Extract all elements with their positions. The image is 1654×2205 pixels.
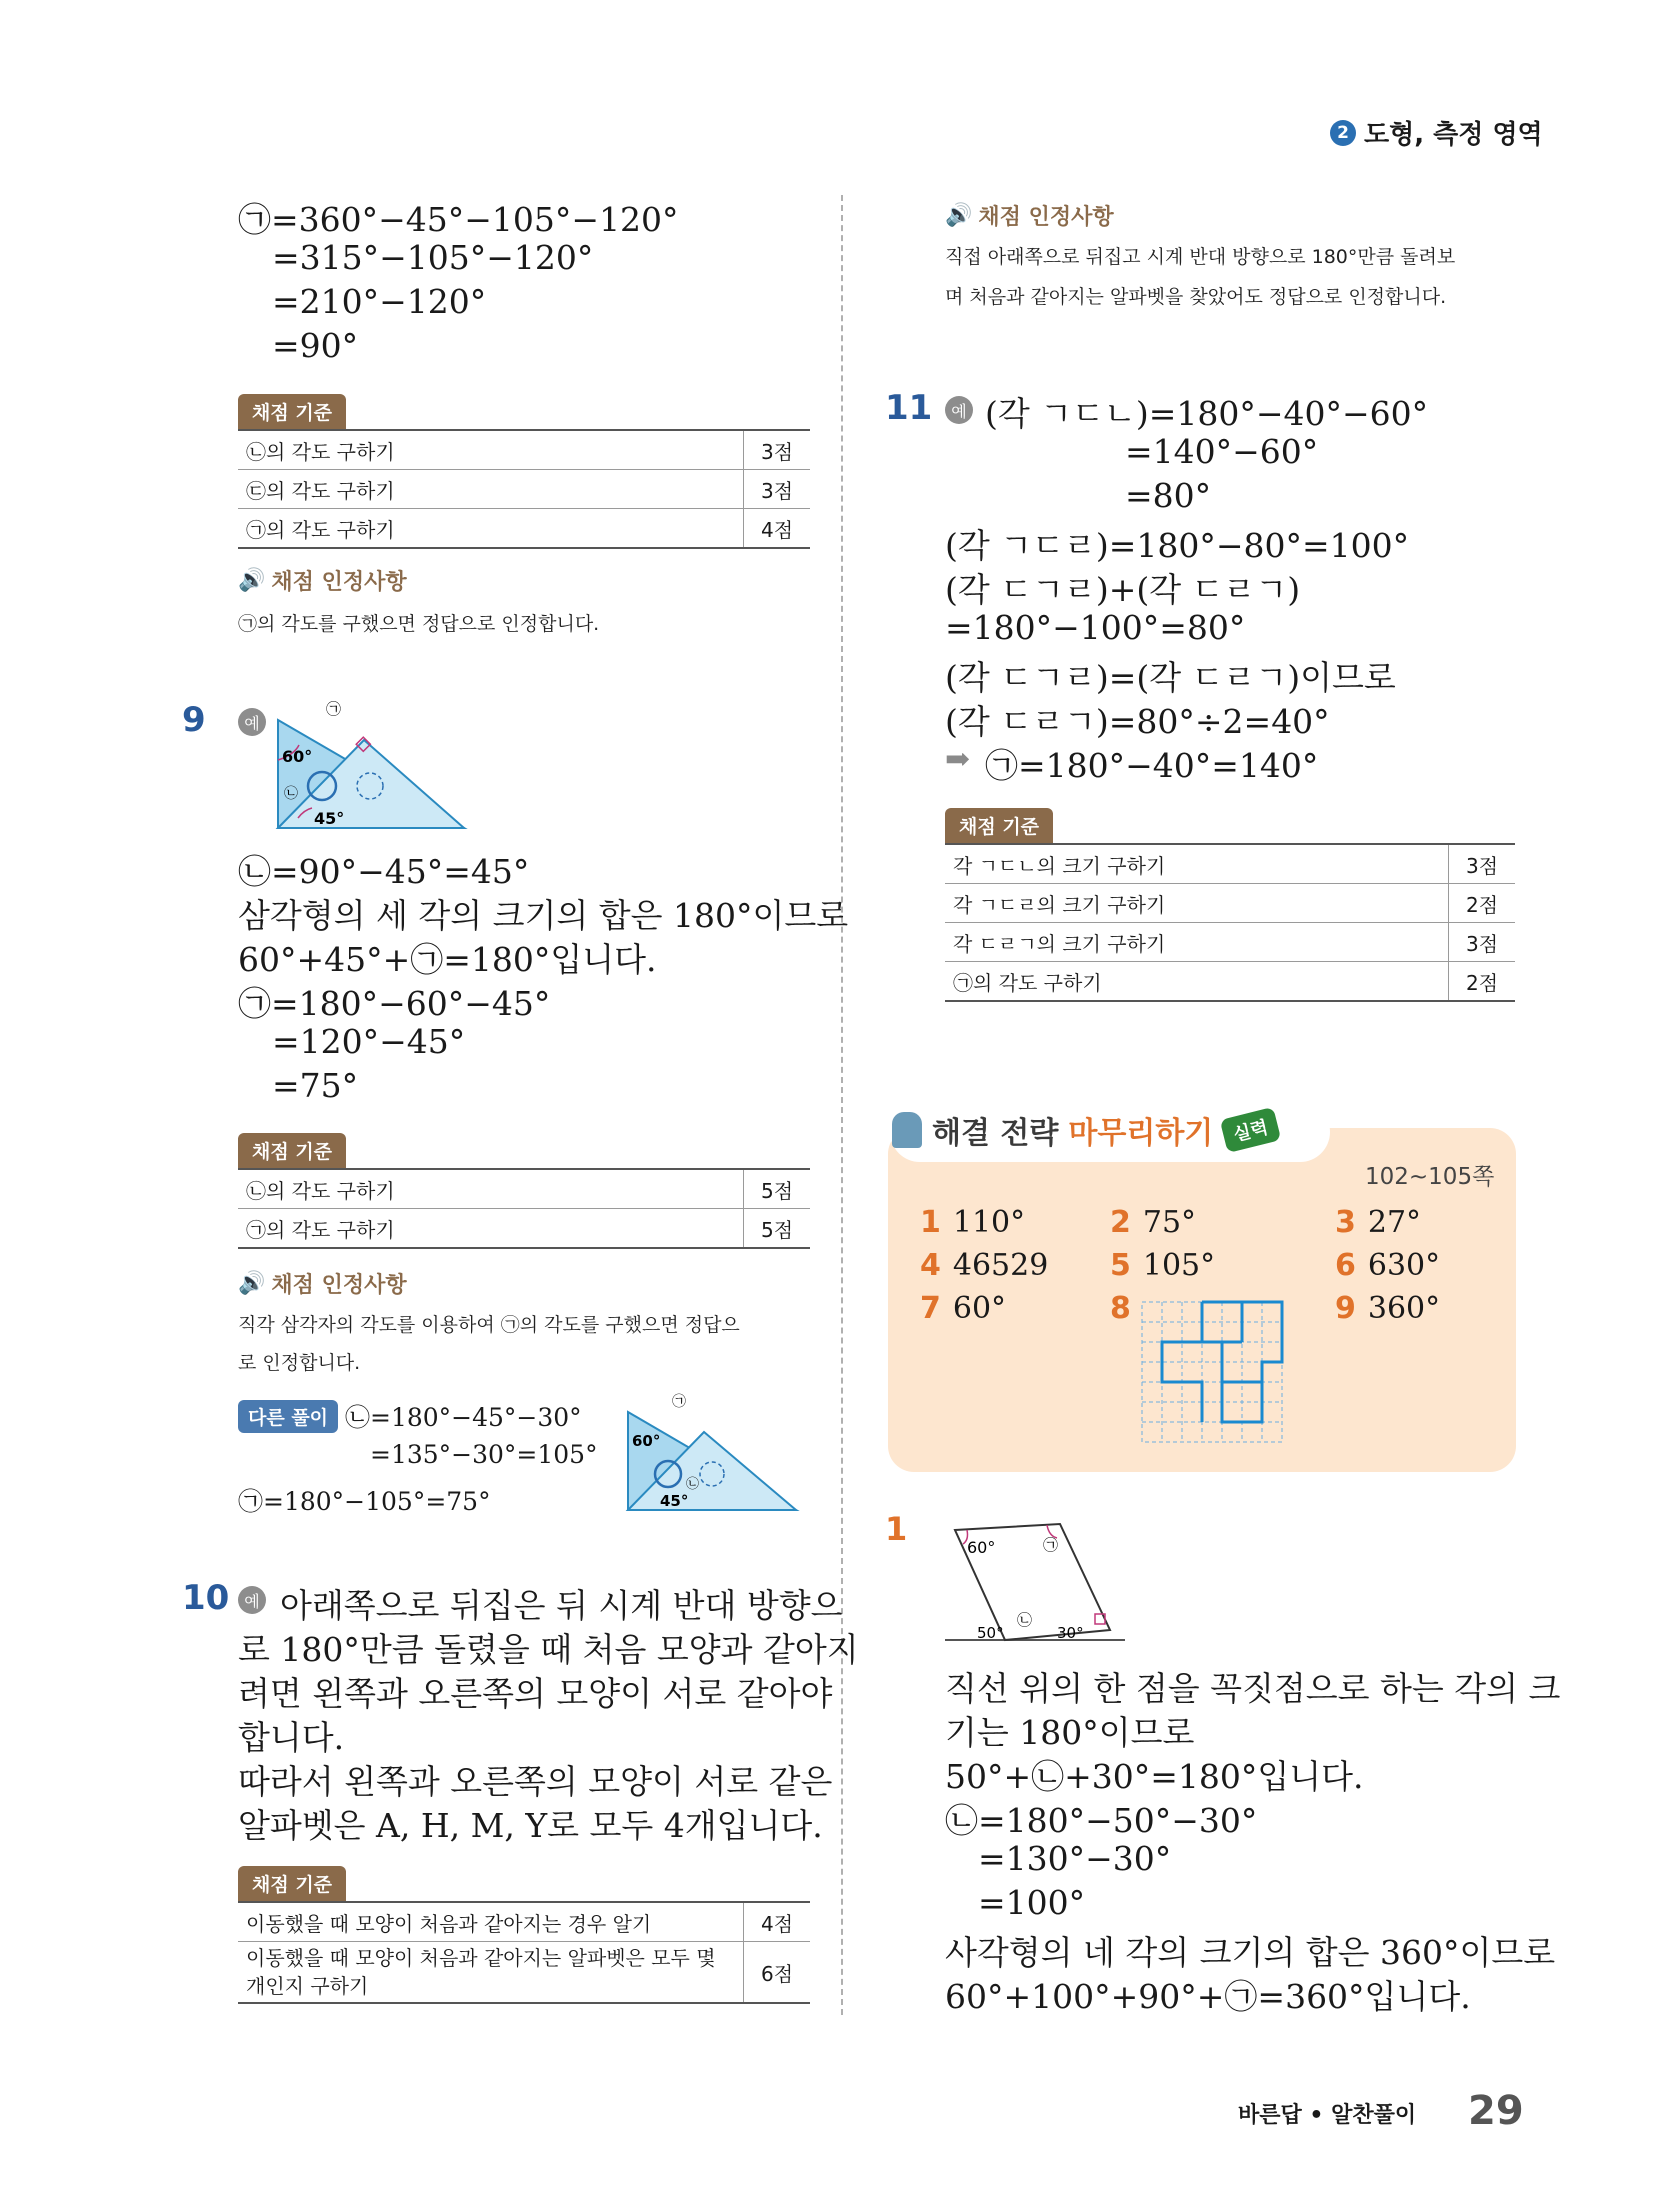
criteria-task: 각 ㄷㄹㄱ의 크기 구하기 (945, 923, 1449, 962)
text-line: 로 180°만큼 돌렸을 때 처음 모양과 같아지 (238, 1630, 859, 1669)
criteria-points: 4점 (744, 1902, 811, 1942)
figure-label-c: ㉡ (686, 1477, 700, 1492)
recognition-text: 직각 삼각자의 각도를 이용하여 ㉠의 각도를 구했으면 정답으 (238, 1314, 740, 1336)
figure-label-d: 45° (314, 809, 345, 828)
table-row (945, 962, 1515, 1002)
grid-answer-figure (1140, 1300, 1288, 1448)
table-row (945, 884, 1515, 923)
text-line: 아래쪽으로 뒤집은 뒤 시계 반대 방향으 (280, 1586, 843, 1625)
answer-item: 2 75° (1110, 1205, 1197, 1240)
criteria-block (238, 1866, 810, 2004)
math-line: ㉠=180°−60°−45° (238, 984, 551, 1023)
answer-item: 9 360° (1335, 1291, 1441, 1326)
speaker-icon: 🔊 (238, 1271, 266, 1296)
criteria-task: ㉠의 각도 구하기 (238, 509, 744, 549)
section-number-badge: 2 (1330, 120, 1356, 146)
footer-text: 바른답 • 알찬풀이 (1238, 2103, 1417, 2128)
speaker-icon: 🔊 (238, 568, 266, 593)
quadrilateral-figure (945, 1510, 1125, 1655)
text-line: 합니다. (238, 1718, 345, 1757)
criteria-block (945, 808, 1515, 1002)
figure-label-d: 45° (660, 1492, 689, 1510)
math-line: (각 ㄷㄱㄹ)+(각 ㄷㄹㄱ) (945, 570, 1301, 609)
criteria-table (238, 1168, 810, 1249)
table-row (238, 509, 810, 549)
math-line: ㉡=90°−45°=45° (238, 852, 530, 891)
solution-number: 1 (885, 1510, 908, 1548)
math-line: =120°−45° (272, 1022, 466, 1061)
table-row (238, 430, 810, 470)
table-row (945, 844, 1515, 884)
criteria-points: 5점 (744, 1209, 811, 1249)
math-line: (각 ㄷㄱㄹ)=(각 ㄷㄹㄱ)이므로 (945, 658, 1396, 697)
criteria-points: 4점 (744, 509, 811, 549)
criteria-label: 채점 기준 (238, 1866, 346, 1901)
criteria-task: 이동했을 때 모양이 처음과 같아지는 알파벳은 모두 몇 개인지 구하기 (238, 1942, 744, 2004)
recognition-title: 🔊 채점 인정사항 (238, 568, 407, 595)
math-line: 삼각형의 세 각의 크기의 합은 180°이므로 (238, 896, 849, 935)
criteria-label: 채점 기준 (238, 394, 346, 429)
alt-line: ㉡=180°−45°−30° (345, 1403, 582, 1432)
criteria-label: 채점 기준 (945, 808, 1053, 843)
criteria-task: ㉡의 각도 구하기 (238, 430, 744, 470)
answer-item: 6 630° (1335, 1248, 1441, 1283)
criteria-points: 3점 (744, 430, 811, 470)
problem-number: 11 (885, 388, 933, 428)
criteria-table (238, 429, 810, 549)
math-line: =210°−120° (272, 282, 487, 321)
math-line: ㉠=180°−40°=140° (985, 746, 1319, 785)
recognition-text: 로 인정합니다. (238, 1352, 361, 1374)
section-title: 도형, 측정 영역 (1364, 120, 1543, 150)
example-badge: 예 (238, 708, 266, 736)
alt-line: =135°−30°=105° (370, 1440, 598, 1469)
figure-label-c: ㉡ (284, 786, 298, 802)
alt-line: ㉠=180°−105°=75° (238, 1487, 491, 1516)
section-header (1330, 114, 1543, 151)
table-row (945, 923, 1515, 962)
arrow-icon: ➡ (945, 742, 971, 777)
criteria-points: 3점 (1449, 844, 1516, 884)
answer-item: 4 46529 (920, 1248, 1049, 1283)
speaker-icon: 🔊 (945, 203, 973, 228)
math-line: 60°+45°+㉠=180°입니다. (238, 940, 657, 979)
table-row (238, 1902, 810, 1942)
recognition-title: 🔊 채점 인정사항 (238, 1271, 407, 1298)
table-row (238, 1942, 810, 2004)
math-line: =180°−100°=80° (945, 608, 1246, 647)
alt-triangle-figure (624, 1392, 804, 1518)
criteria-task: ㉠의 각도 구하기 (945, 962, 1449, 1002)
text-line: 려면 왼쪽과 오른쪽의 모양이 서로 같아야 (238, 1674, 833, 1713)
figure-label-b: ㉠ (1043, 1536, 1059, 1554)
figure-label-a: 60° (967, 1538, 996, 1557)
summary-title: 해결 전략 마무리하기 실력 (892, 1108, 1278, 1152)
text-line: 60°+100°+90°+㉠=360°입니다. (945, 1977, 1471, 2016)
criteria-task: ㉠의 각도 구하기 (238, 1209, 744, 1249)
math-line: (각 ㄱㄷㄴ)=180°−40°−60° (985, 394, 1429, 433)
column-divider (841, 195, 843, 2015)
problem-number: 10 (182, 1578, 230, 1618)
figure-label-b: 60° (282, 747, 313, 766)
criteria-points: 5점 (744, 1169, 811, 1209)
math-line: =75° (272, 1066, 359, 1105)
recognition-text: 직접 아래쪽으로 뒤집고 시계 반대 방향으로 180°만큼 돌려보 (945, 246, 1456, 268)
text-line: 기는 180°이므로 (945, 1713, 1195, 1752)
text-line: 따라서 왼쪽과 오른쪽의 모양이 서로 같은 (238, 1762, 833, 1801)
answer-item: 5 105° (1110, 1248, 1216, 1283)
triangle-figure (274, 700, 474, 835)
figure-label-a: ㉠ (672, 1394, 686, 1410)
figure-label-e: 30° (1057, 1624, 1084, 1642)
page-number: 29 (1468, 2088, 1524, 2134)
table-row (238, 1169, 810, 1209)
level-badge: 실력 (1220, 1107, 1281, 1153)
text-line: 직선 위의 한 점을 꼭짓점으로 하는 각의 크 (945, 1669, 1561, 1708)
figure-label-b: 60° (632, 1432, 661, 1450)
table-row (238, 1209, 810, 1249)
criteria-table (945, 843, 1515, 1002)
figure-label-d: 50° (977, 1624, 1004, 1642)
answer-item: 7 60° (920, 1291, 1007, 1326)
example-badge: 예 (945, 396, 973, 424)
table-row (238, 470, 810, 509)
recognition-text: 며 처음과 같아지는 알파벳을 찾았어도 정답으로 인정합니다. (945, 286, 1447, 308)
math-line: (각 ㄷㄹㄱ)=80°÷2=40° (945, 702, 1330, 741)
answer-item: 1 110° (920, 1205, 1026, 1240)
criteria-task: ㉢의 각도 구하기 (238, 470, 744, 509)
criteria-task: 각 ㄱㄷㄹ의 크기 구하기 (945, 884, 1449, 923)
text-line: 50°+㉡+30°=180°입니다. (945, 1757, 1364, 1796)
recognition-text: ㉠의 각도를 구했으면 정답으로 인정합니다. (238, 613, 600, 635)
criteria-task: ㉡의 각도 구하기 (238, 1169, 744, 1209)
criteria-table (238, 1901, 810, 2004)
criteria-block (238, 394, 810, 549)
answer-item: 8 (1110, 1291, 1131, 1326)
criteria-task: 각 ㄱㄷㄴ의 크기 구하기 (945, 844, 1449, 884)
problem-number: 9 (182, 700, 206, 740)
math-line: =315°−105°−120° (272, 238, 594, 277)
math-line: =90° (272, 326, 359, 365)
math-line: =140°−60° (1125, 432, 1319, 471)
criteria-block (238, 1133, 810, 1249)
criteria-points: 3점 (1449, 923, 1516, 962)
math-line: (각 ㄱㄷㄹ)=180°−80°=100° (945, 526, 1410, 565)
example-badge: 예 (238, 1586, 266, 1614)
criteria-label: 채점 기준 (238, 1133, 346, 1168)
text-line: =100° (978, 1883, 1086, 1922)
recognition-title: 🔊 채점 인정사항 (945, 203, 1114, 230)
criteria-points: 2점 (1449, 884, 1516, 923)
mascot-icon (892, 1112, 922, 1148)
criteria-points: 3점 (744, 470, 811, 509)
text-line: 사각형의 네 각의 크기의 합은 360°이므로 (945, 1933, 1556, 1972)
math-line: ㉠=360°−45°−105°−120° (238, 200, 679, 239)
alt-solution-badge: 다른 풀이 (238, 1400, 338, 1433)
math-line: =80° (1125, 476, 1212, 515)
text-line: ㉡=180°−50°−30° (945, 1801, 1258, 1840)
answer-item: 3 27° (1335, 1205, 1422, 1240)
criteria-points: 6점 (744, 1942, 811, 2004)
text-line: 알파벳은 A, H, M, Y로 모두 4개입니다. (238, 1806, 823, 1845)
criteria-points: 2점 (1449, 962, 1516, 1002)
figure-label-c: ㉡ (1017, 1611, 1033, 1629)
page-range: 102~105쪽 (1365, 1164, 1495, 1190)
text-line: =130°−30° (978, 1839, 1172, 1878)
figure-label-a: ㉠ (326, 700, 342, 718)
criteria-task: 이동했을 때 모양이 처음과 같아지는 경우 알기 (238, 1902, 744, 1942)
